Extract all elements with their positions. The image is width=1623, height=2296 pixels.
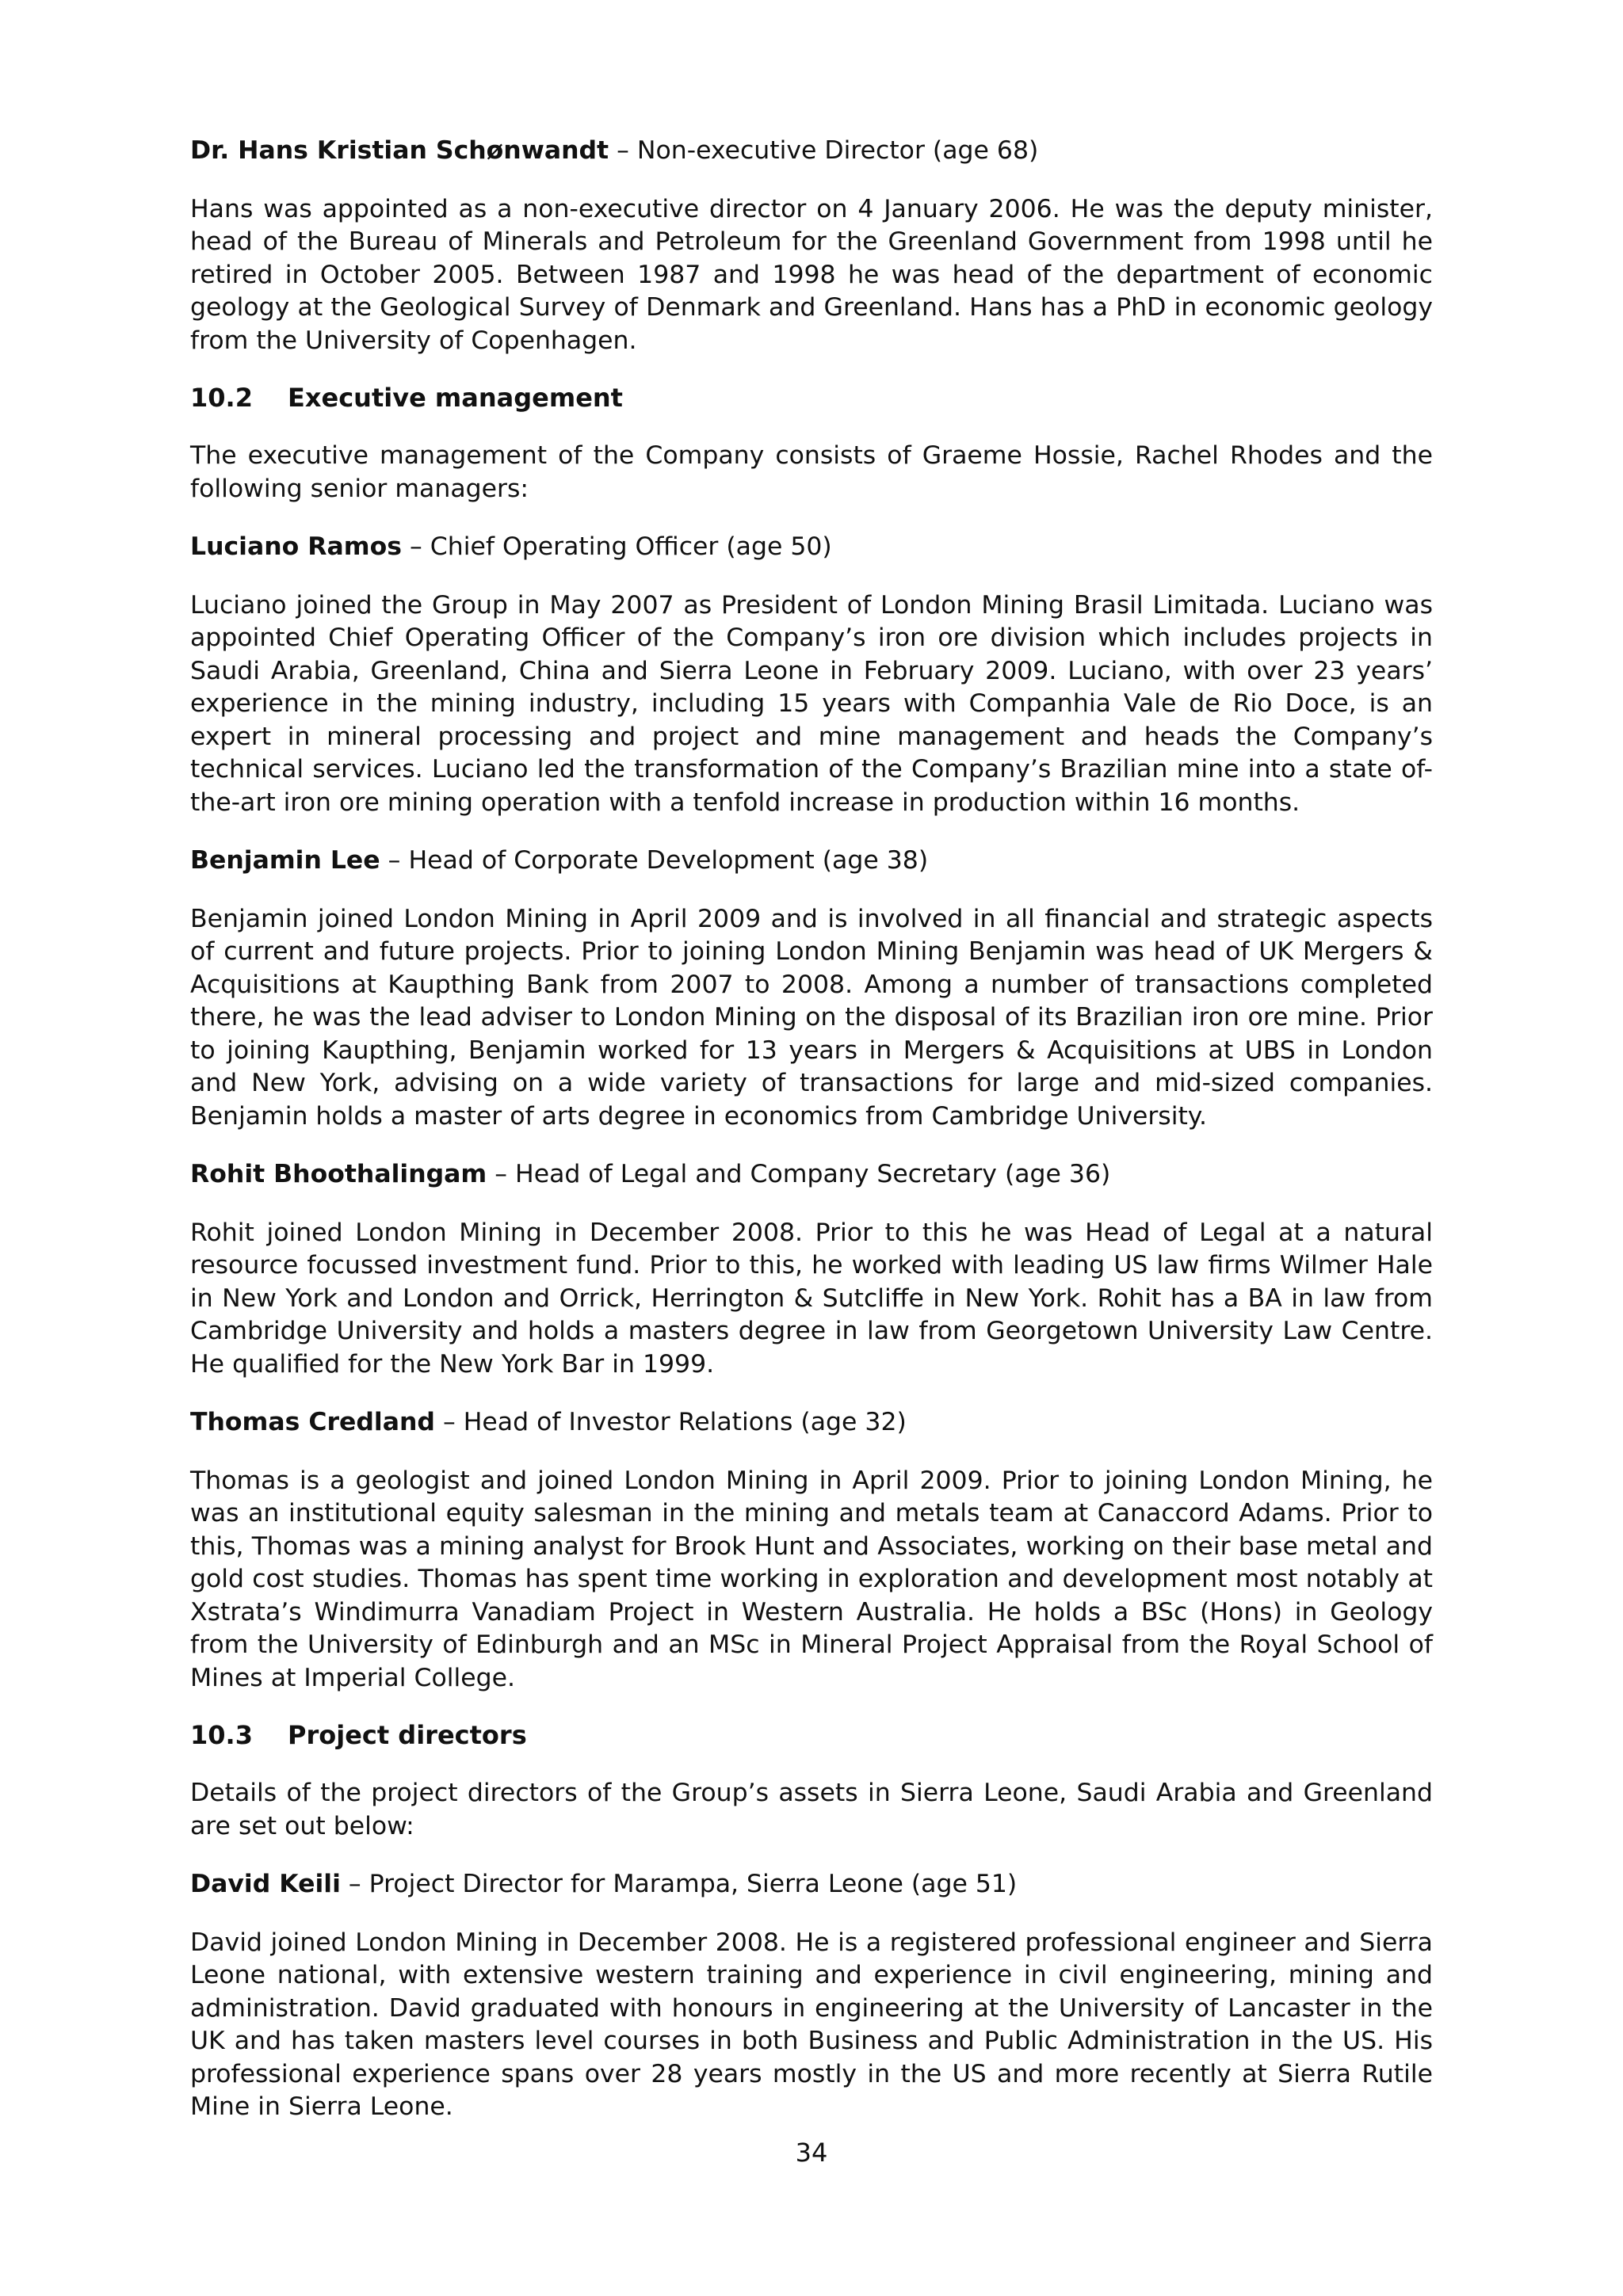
document-page	[190, 135, 1433, 2124]
person-role: – Project Director for Marampa, Sierra Leone (age 51)	[340, 1870, 1018, 1898]
person-role: – Head of Corporate Development (age 38)	[380, 846, 929, 875]
person-name: Rohit Bhoothalingam	[190, 1160, 487, 1188]
person-role: – Non-executive Director (age 68)	[609, 136, 1039, 165]
person-name: Luciano Ramos	[190, 532, 402, 561]
bio-credland: Thomas is a geologist and joined London Mining in April 2009. Prior to joining London Mining, he was an institutional equity salesman in the mining and metals team at Canaccord Adams. Prior to this, Thomas was a mining analyst for Brook Hunt and Associates, working on their base metal and gold cost studies. Thomas has spent time working in exploration and development most notably at Xstrata’s Windimurra Vanadiam Project in Western Australia. He holds a BSc (Hons) in Geology from the University of Edinburgh and an MSc in Mineral Project Appraisal from the Royal School of Mines at Imperial College.	[190, 1466, 1433, 1692]
person-role: – Head of Legal and Company Secretary (age 36)	[487, 1160, 1111, 1188]
person-role: – Head of Investor Relations (age 32)	[434, 1408, 907, 1436]
section-title: Executive management	[288, 383, 623, 413]
entry-heading-ramos	[190, 531, 1433, 564]
entry-heading-bhoothalingam	[190, 1158, 1433, 1192]
section-intro-10-3: Details of the project directors of the Group’s assets in Sierra Leone, Saudi Arabia and Greenland are set out below:	[190, 1779, 1433, 1840]
entry-heading-schonwandt	[190, 135, 1433, 168]
person-role: – Chief Operating Officer (age 50)	[401, 532, 832, 561]
section-number: 10.2	[190, 383, 253, 413]
section-intro-10-2: The executive management of the Company consists of Graeme Hossie, Rachel Rhodes and the following senior managers:	[190, 441, 1433, 503]
entry-heading-lee	[190, 845, 1433, 878]
section-number: 10.3	[190, 1720, 253, 1750]
bio-lee: Benjamin joined London Mining in April 2009 and is involved in all financial and strategic aspects of current and future projects. Prior to joining London Mining Benjamin was head of UK Mergers & Acquisitions at Kaupthing Bank from 2007 to 2008. Among a number of transactions completed there, he was the lead adviser to London Mining on the disposal of its Brazilian iron ore mine. Prior to joining Kaupthing, Benjamin worked for 13 years in Mergers & Acquisitions at UBS in London and New York, advising on a wide variety of transactions for large and mid-sized companies. Benjamin holds a master of arts degree in economics from Cambridge University.	[190, 904, 1433, 1131]
section-title: Project directors	[288, 1720, 527, 1750]
person-name: Benjamin Lee	[190, 846, 380, 875]
bio-schonwandt: Hans was appointed as a non-executive director on 4 January 2006. He was the deputy minister, head of the Bureau of Minerals and Petroleum for the Greenland Government from 1998 until he retired in October 2005. Between 1987 and 1998 he was head of the department of economic geology at the Geological Survey of Denmark and Greenland. Hans has a PhD in economic geology from the University of Copenhagen.	[190, 194, 1433, 355]
bio-ramos: Luciano joined the Group in May 2007 as President of London Mining Brasil Limitada. Luciano was appointed Chief Operating Officer of the Company’s iron ore division which includes projects in Saudi Arabia, Greenland, China and Sierra Leone in February 2009. Luciano, with over 23 years’ experience in the mining industry, including 15 years with Companhia Vale de Rio Doce, is an expert in mineral processing and project and mine management and heads the Company’s technical services. Luciano led the transformation of the Company’s Brazilian mine into a state of-the-art iron ore mining operation with a tenfold increase in production within 16 months.	[190, 590, 1433, 817]
person-name: Dr. Hans Kristian Schønwandt	[190, 136, 609, 165]
entry-heading-keili	[190, 1868, 1433, 1901]
section-heading-10-3	[190, 1718, 1433, 1752]
entry-heading-credland	[190, 1406, 1433, 1440]
person-name: David Keili	[190, 1870, 341, 1898]
bio-bhoothalingam: Rohit joined London Mining in December 2008. Prior to this he was Head of Legal at a natural resource focussed investment fund. Prior to this, he worked with leading US law firms Wilmer Hale in New York and London and Orrick, Herrington & Sutcliffe in New York. Rohit has a BA in law from Cambridge University and holds a masters degree in law from Georgetown University Law Centre. He qualified for the New York Bar in 1999.	[190, 1218, 1433, 1379]
section-heading-10-2	[190, 381, 1433, 414]
person-name: Thomas Credland	[190, 1408, 435, 1436]
bio-keili: David joined London Mining in December 2008. He is a registered professional engineer and Sierra Leone national, with extensive western training and experience in civil engineering, mining and administration. David graduated with honours in engineering at the University of Lancaster in the UK and has taken masters level courses in both Business and Public Administration in the US. His professional experience spans over 28 years mostly in the US and more recently at Sierra Rutile Mine in Sierra Leone.	[190, 1928, 1433, 2121]
page-number: 34	[795, 2138, 828, 2168]
